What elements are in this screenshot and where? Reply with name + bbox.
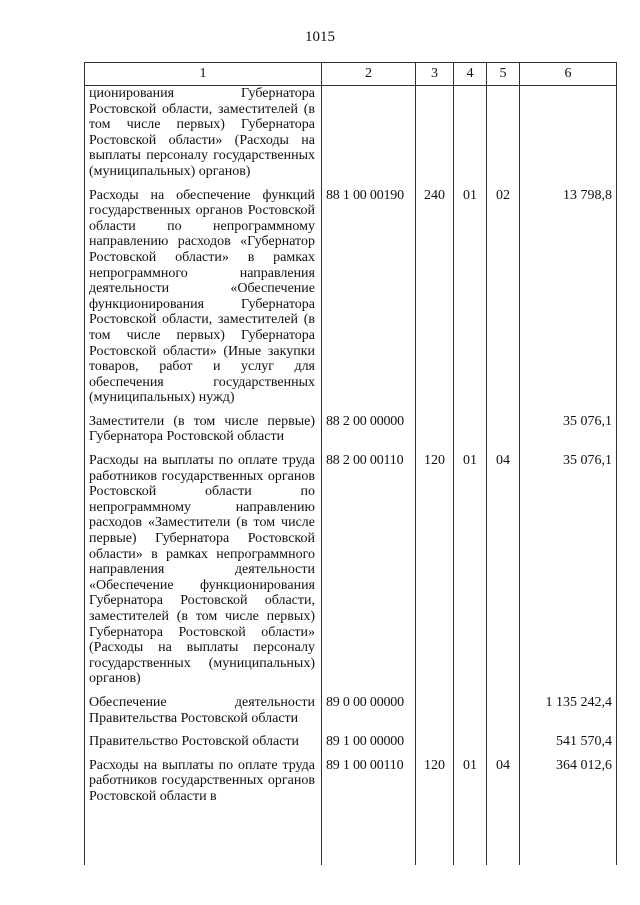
row-code: 89 1 00 00000 xyxy=(322,734,416,758)
row-description: Расходы на обеспечение функций государственных органов Ростовской области по непрограммному направлению расходов «Губернатор Ростовской области» в рамках непрограммного направления деятельности «Обеспечение функционирования Губернатора Ростовской области, заместителей (в том числе первых) Губернатора Ростовской области» (Иные закупки товаров, работ и услуг для обеспечения государственных (муниципальных) нужд) xyxy=(85,188,322,414)
header-col-6: 6 xyxy=(520,63,617,86)
row-vr xyxy=(416,86,454,188)
row-code: 89 0 00 00000 xyxy=(322,695,416,734)
row-pr: 04 xyxy=(487,453,520,695)
table-row xyxy=(85,86,617,188)
budget-table xyxy=(84,62,617,865)
row-vr xyxy=(416,734,454,758)
row-amount: 364 012,6 xyxy=(520,758,617,865)
header-col-2: 2 xyxy=(322,63,416,86)
row-rz: 01 xyxy=(454,758,487,865)
row-description: Расходы на выплаты по оплате труда работников государственных органов Ростовской области в xyxy=(85,758,322,865)
row-rz: 01 xyxy=(454,453,487,695)
row-amount: 541 570,4 xyxy=(520,734,617,758)
row-description: Обеспечение деятельности Правительства Ростовской области xyxy=(85,695,322,734)
row-vr: 120 xyxy=(416,453,454,695)
table-row xyxy=(85,453,617,695)
row-rz xyxy=(454,695,487,734)
row-pr xyxy=(487,695,520,734)
table-row xyxy=(85,414,617,453)
header-col-5: 5 xyxy=(487,63,520,86)
row-code xyxy=(322,86,416,188)
row-description: Заместители (в том числе первые) Губернатора Ростовской области xyxy=(85,414,322,453)
table-body xyxy=(85,86,617,865)
row-rz xyxy=(454,414,487,453)
row-description: Правительство Ростовской области xyxy=(85,734,322,758)
row-pr xyxy=(487,414,520,453)
row-pr xyxy=(487,734,520,758)
row-code: 88 1 00 00190 xyxy=(322,188,416,414)
row-vr xyxy=(416,695,454,734)
header-col-1: 1 xyxy=(85,63,322,86)
row-pr: 02 xyxy=(487,188,520,414)
row-amount: 35 076,1 xyxy=(520,453,617,695)
row-vr: 120 xyxy=(416,758,454,865)
row-description: Расходы на выплаты по оплате труда работников государственных органов Ростовской области по непрограммному направлению расходов «Заместители (в том числе первые) Губернатора Ростовской области» в рамках непрограммного направления деятельности «Обеспечение функционирования Губернатора Ростовской области, заместителей (в том числе первых) Губернатора Ростовской области» (Расходы на выплаты персоналу государственных (муниципальных) органов) xyxy=(85,453,322,695)
table-row xyxy=(85,188,617,414)
header-col-3: 3 xyxy=(416,63,454,86)
row-code: 88 2 00 00110 xyxy=(322,453,416,695)
row-amount: 13 798,8 xyxy=(520,188,617,414)
row-vr: 240 xyxy=(416,188,454,414)
table-header xyxy=(85,63,617,86)
table-row xyxy=(85,734,617,758)
page-number: 1015 xyxy=(305,29,335,45)
row-rz: 01 xyxy=(454,188,487,414)
table-row xyxy=(85,758,617,865)
row-pr: 04 xyxy=(487,758,520,865)
row-code: 88 2 00 00000 xyxy=(322,414,416,453)
row-rz xyxy=(454,86,487,188)
table-row xyxy=(85,695,617,734)
header-row xyxy=(85,63,617,86)
row-amount: 1 135 242,4 xyxy=(520,695,617,734)
row-amount: 35 076,1 xyxy=(520,414,617,453)
row-vr xyxy=(416,414,454,453)
header-col-4: 4 xyxy=(454,63,487,86)
row-pr xyxy=(487,86,520,188)
row-amount xyxy=(520,86,617,188)
row-description: ционирования Губернатора Ростовской области, заместителей (в том числе первых) Губернатора Ростовской области» (Расходы на выплаты персоналу государственных (муниципальных) органов) xyxy=(85,86,322,188)
row-code: 89 1 00 00110 xyxy=(322,758,416,865)
row-rz xyxy=(454,734,487,758)
